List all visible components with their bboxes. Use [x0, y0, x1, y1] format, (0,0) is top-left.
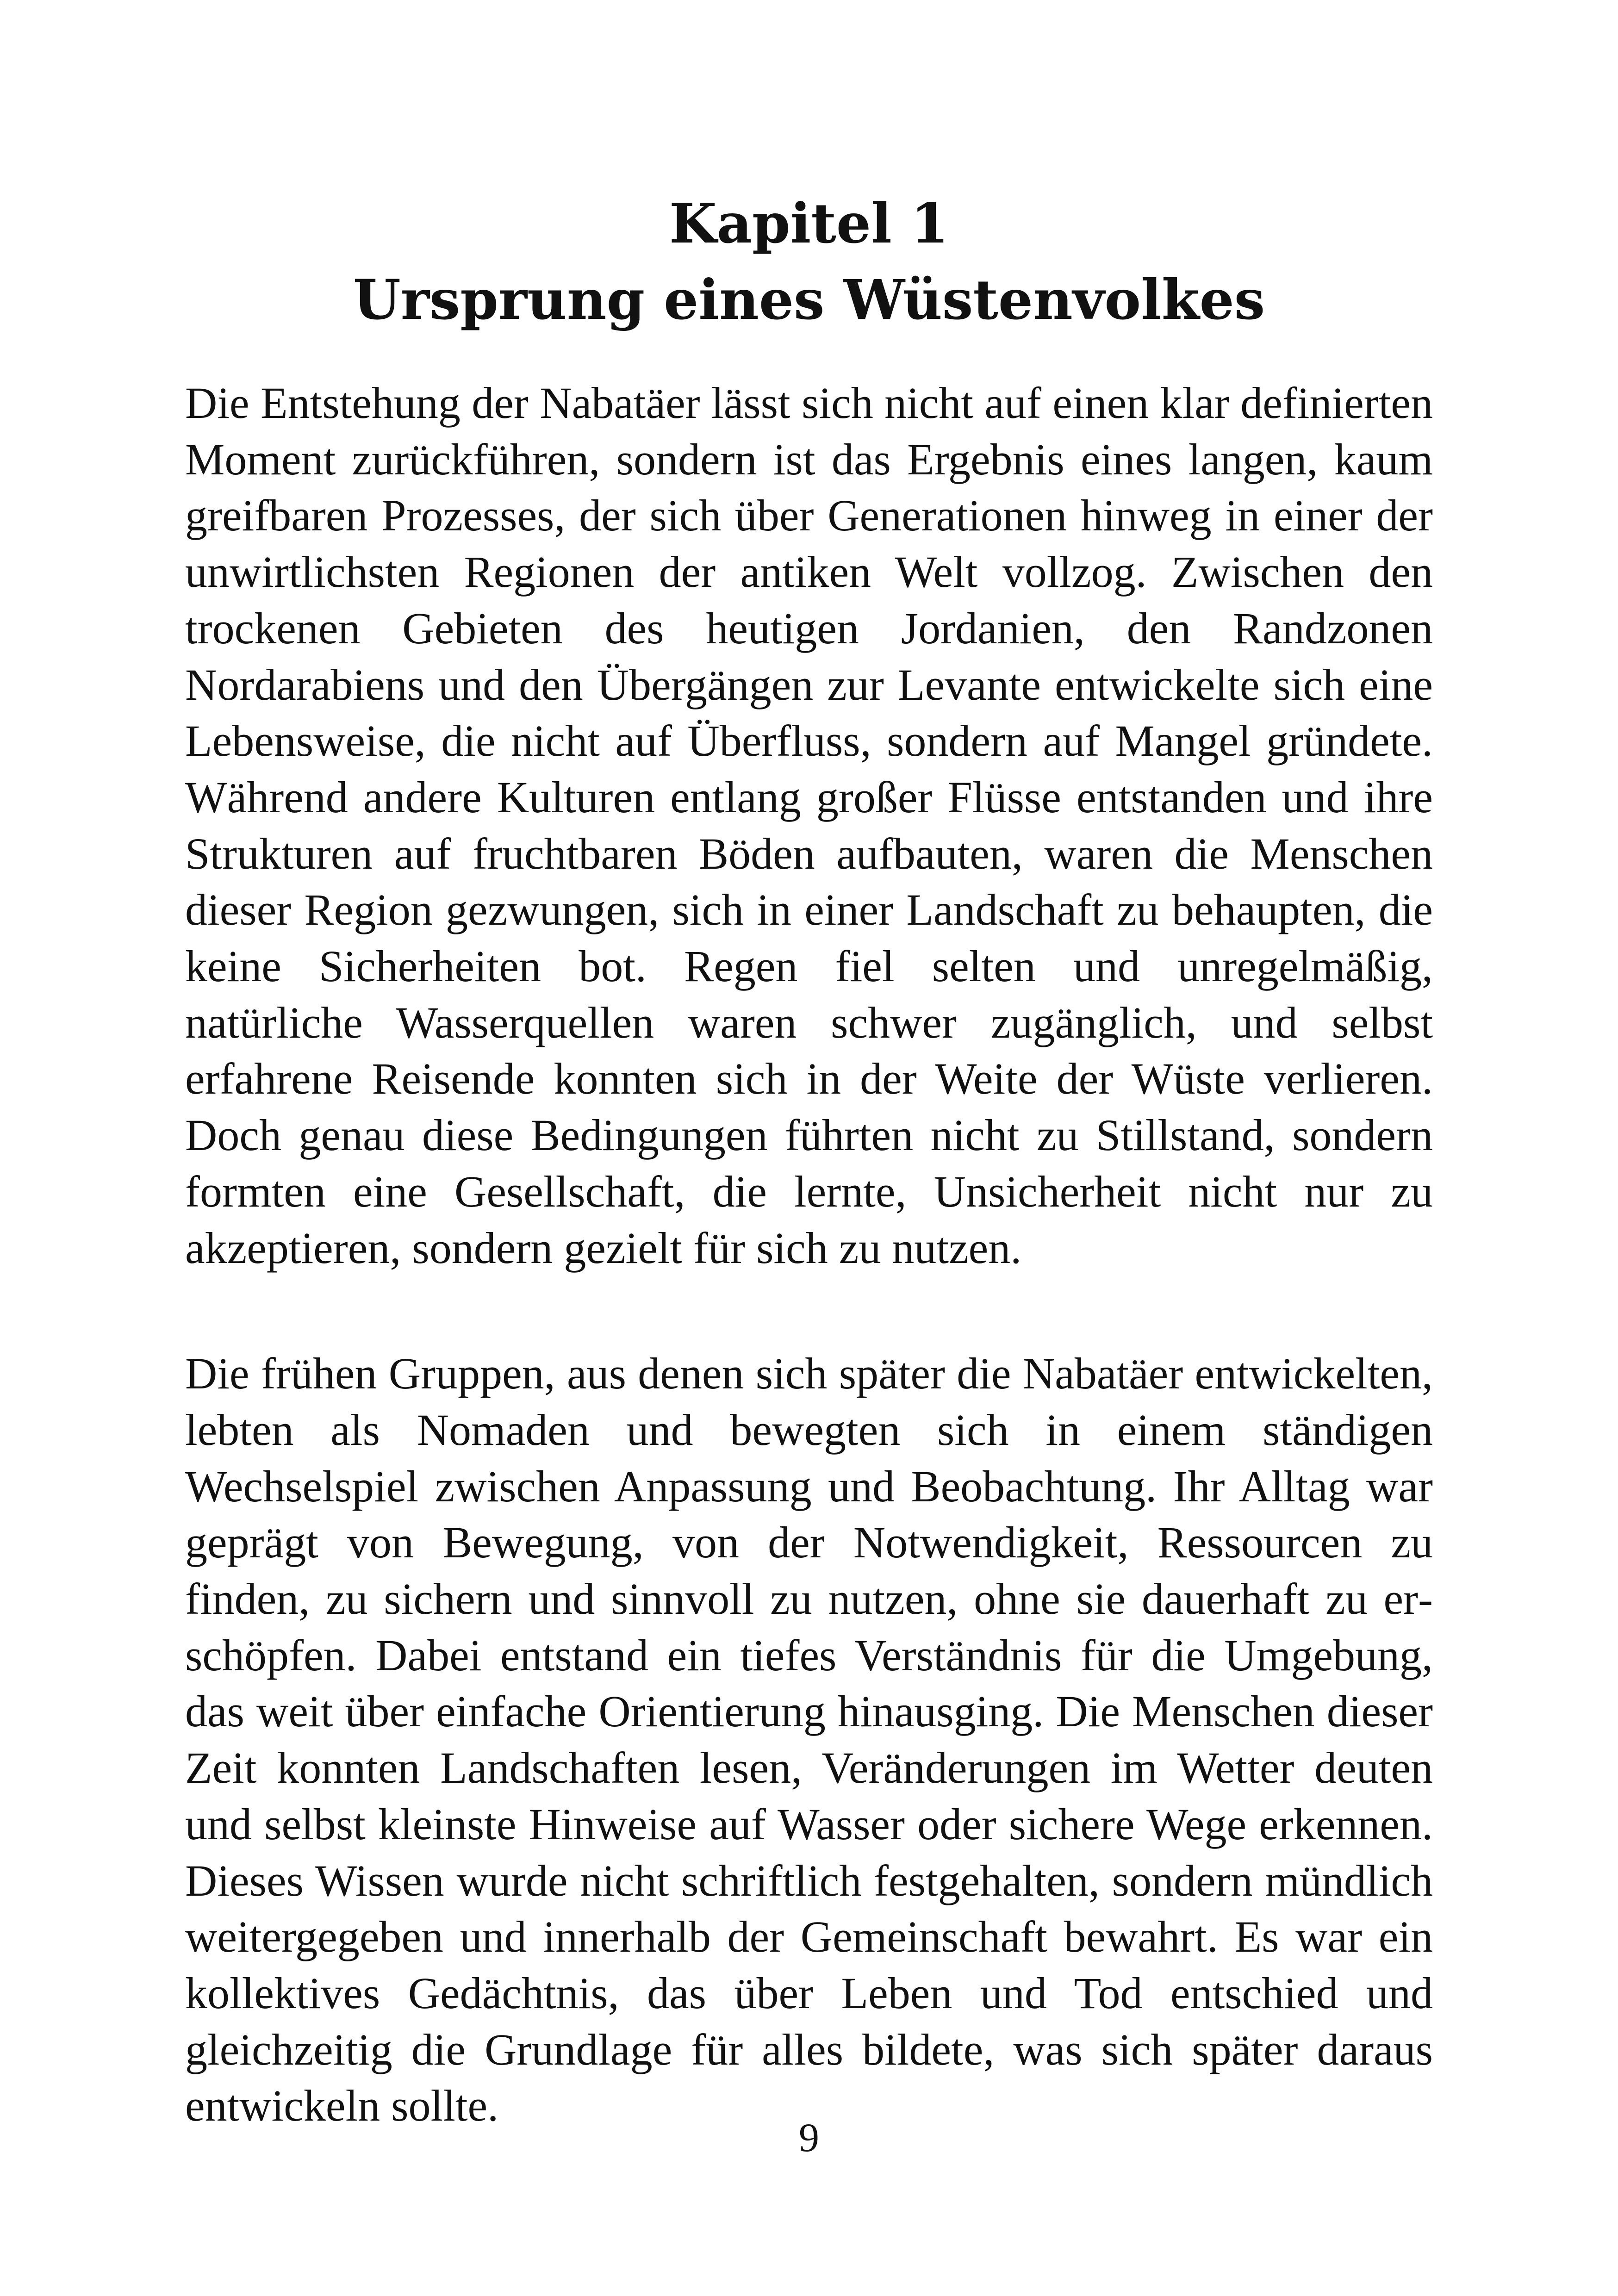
chapter-heading — [185, 185, 1433, 338]
chapter-body — [185, 375, 1433, 2134]
chapter-number: Kapitel 1 — [669, 191, 949, 255]
paragraph-1: Die Entstehung der Nabatäer lässt sich nicht auf einen klar definierten Moment zurückführen, sondern ist das Ergebnis eines langen, kaum greifbaren Prozesses, der sich über Generationen hinweg in einer der unwirtlichsten Regionen der antiken Welt vollzog. Zwischen den trockenen Gebieten des heutigen Jordanien, den Randzonen Nordarabiens und den Übergängen zur Levante entwickelte sich eine Lebensweise, die nicht auf Überfluss, sondern auf Mangel gründete. Während andere Kulturen entlang großer Flüsse entstanden und ihre Strukturen auf fruchtbaren Böden aufbauten, waren die Menschen dieser Region gezwungen, sich in einer Landschaft zu behaupten, die keine Sicherheiten bot. Regen fiel selten und unregelmäßig, natürliche Wasserquellen waren schwer zugänglich, und selbst erfahrene Reisende konnten sich in der Weite der Wüste verlieren. Doch genau diese Bedingungen führten nicht zu Stillstand, sondern formten eine Gesellschaft, die lernte, Unsicherheit nicht nur zu akzeptieren, sondern gezielt für sich zu nutzen. — [185, 378, 1433, 1273]
chapter-title: Ursprung eines Wüstenvolkes — [353, 268, 1265, 332]
paragraph-2: Die frühen Gruppen, aus denen sich später die Nabatäer entwickelten, lebten als Nomaden und bewegten sich in einem ständigen Wechselspiel zwischen Anpassung und Beobachtung. Ihr Alltag war geprägt von Bewegung, von der Notwendigkeit, Ressourcen zu finden, zu sichern und sinnvoll zu nutzen, ohne sie dauerhaft zu erschöpfen. Dabei entstand ein tiefes Verständnis für die Umgebung, das weit über einfache Orientierung hinausging. Die Menschen dieser Zeit konnten Landschaften lesen, Veränderungen im Wetter deuten und selbst kleinste Hinweise auf Wasser oder sichere Wege erkennen. Dieses Wissen wurde nicht schriftlich festgehalten, sondern mündlich weitergegeben und innerhalb der Gemeinschaft bewahrt. Es war ein kollektives Gedächtnis, das über Leben und Tod entschied und gleichzeitig die Grundlage für alles bildete, was sich später daraus entwickeln sollte. — [185, 1349, 1433, 2131]
page-number: 9 — [799, 2116, 819, 2160]
